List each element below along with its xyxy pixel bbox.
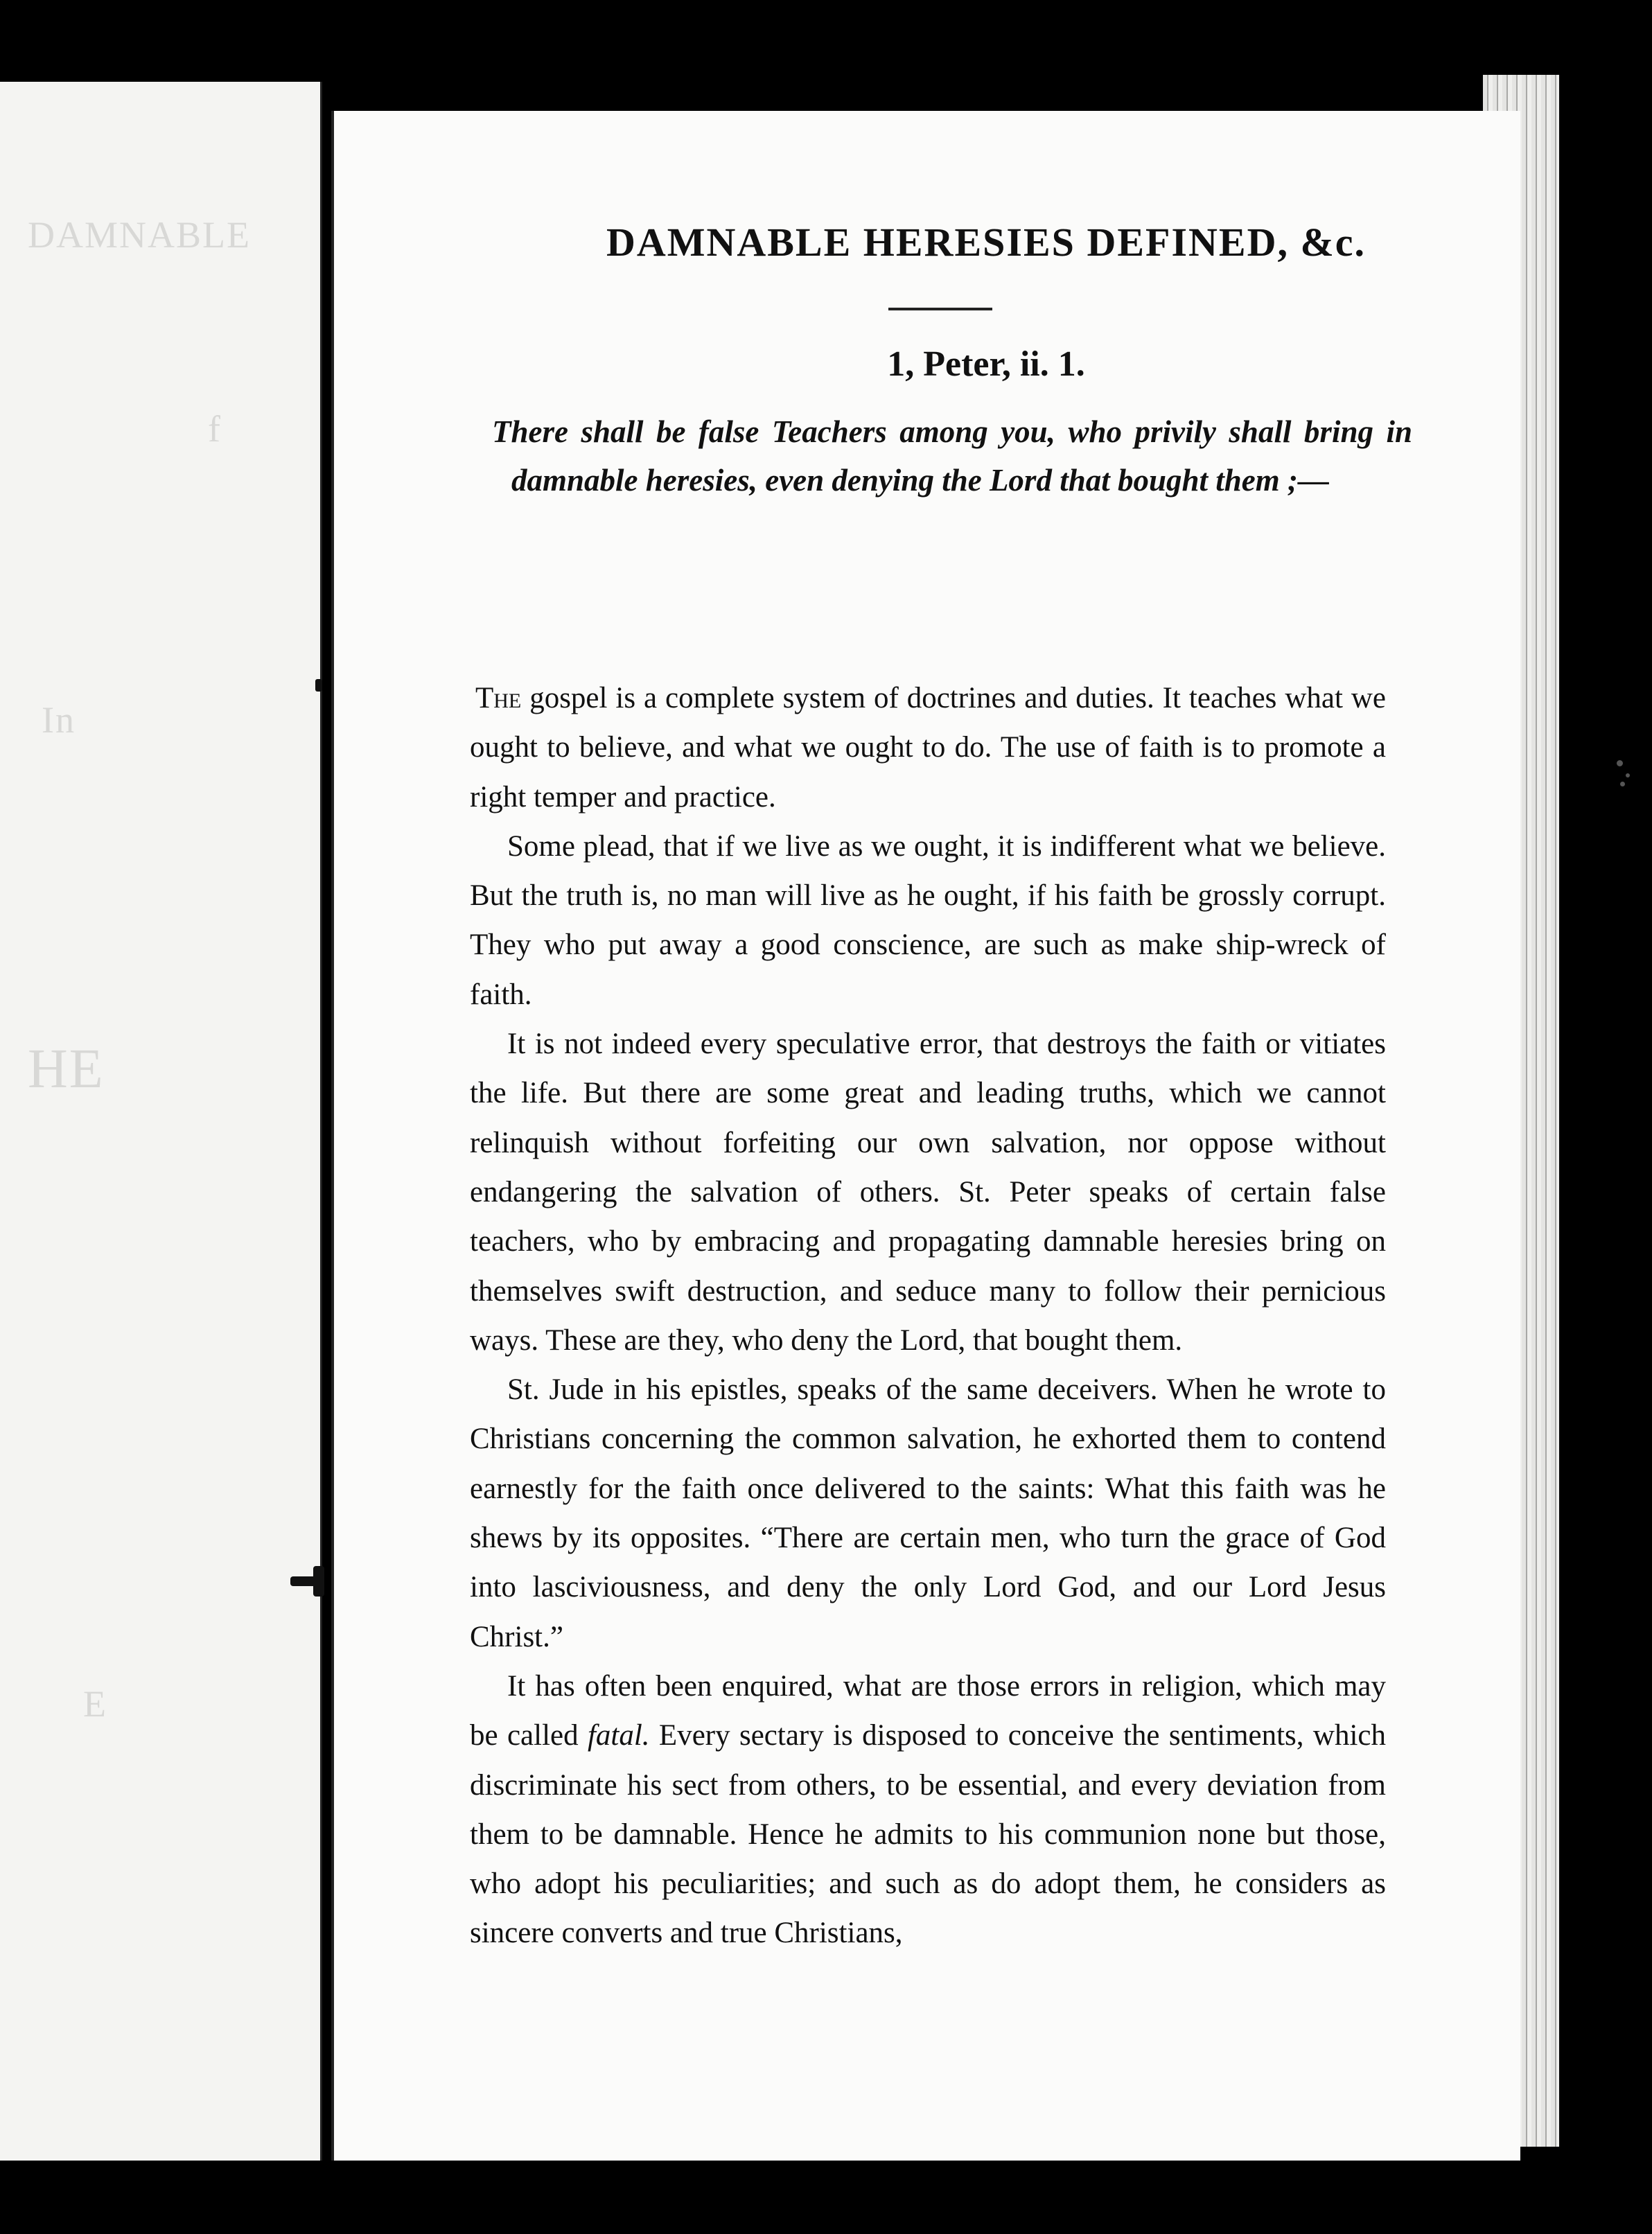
page-title: DAMNABLE HERESIES DEFINED, &c. <box>606 220 1367 265</box>
document-page <box>331 111 1520 2161</box>
title-rule <box>888 308 992 310</box>
show-through-text: HE <box>28 1039 105 1100</box>
paragraph: Some plead, that if we live as we ought, it is indifferent what we believe. But the truth is, no man will live as he ought, if his faith be grossly corrupt. They who put away a good conscience, are such as make ship-wreck of faith. <box>470 829 1386 1011</box>
show-through-text: f <box>208 408 222 450</box>
show-through-text: In <box>42 699 76 741</box>
paper-speck <box>1617 760 1623 766</box>
paragraph: The gospel is a complete system of doctrines and duties. It teaches what we ought to believe, and what we ought to do. The use of faith is to promote a right temper and practice. <box>470 682 1386 813</box>
paragraph: St. Jude in his epistles, speaks of the same deceivers. When he wrote to Christians concerning the common salvation, he exhorted them to contend earnestly for the faith once delivered to the saints: What this faith was he shews by its opposites. “There are certain men, who turn the grace of God into lasciviousness, and deny the only Lord God, and our Lord Jesus Christ.” <box>470 1373 1386 1653</box>
facing-page <box>0 82 322 2161</box>
paper-speck <box>1620 782 1625 786</box>
scripture-reference: 1, Peter, ii. 1. <box>887 344 1085 384</box>
drop-lead: The <box>475 682 522 714</box>
binding-stitch <box>315 679 322 692</box>
emphasis: fatal. <box>587 1719 650 1752</box>
show-through-text: DAMNABLE <box>28 214 251 256</box>
body-text <box>470 674 1386 1958</box>
paper-speck <box>1626 773 1630 777</box>
binding-stitch <box>313 1566 324 1597</box>
show-through-text: E <box>83 1683 107 1725</box>
paragraph: It has often been enquired, what are those errors in religion, which may be called fatal. Every sectary is disposed to conceive the sentiments, which discriminate his sect from others, to be essential, and every deviation from them to be damnable. Hence he admits to his communion none but those, who adopt his peculiarities; and such as do adopt them, he considers as sincere converts and true Christians, <box>470 1669 1386 1950</box>
paragraph: It is not indeed every speculative error, that destroys the faith or vitiates the life. But there are some great and leading truths, which we cannot relinquish without forfeiting our own salvation, nor oppose without endangering the salvation of others. St. Peter speaks of certain false teachers, who by embracing and propagating damnable heresies bring on themselves swift destruction, and seduce many to follow their pernicious ways. These are they, who deny the Lord, that bought them. <box>470 1028 1386 1357</box>
epigraph: There shall be false Teachers among you, who privily shall bring in damnable heresies, even denying the Lord that bought them ;— <box>492 414 1412 498</box>
